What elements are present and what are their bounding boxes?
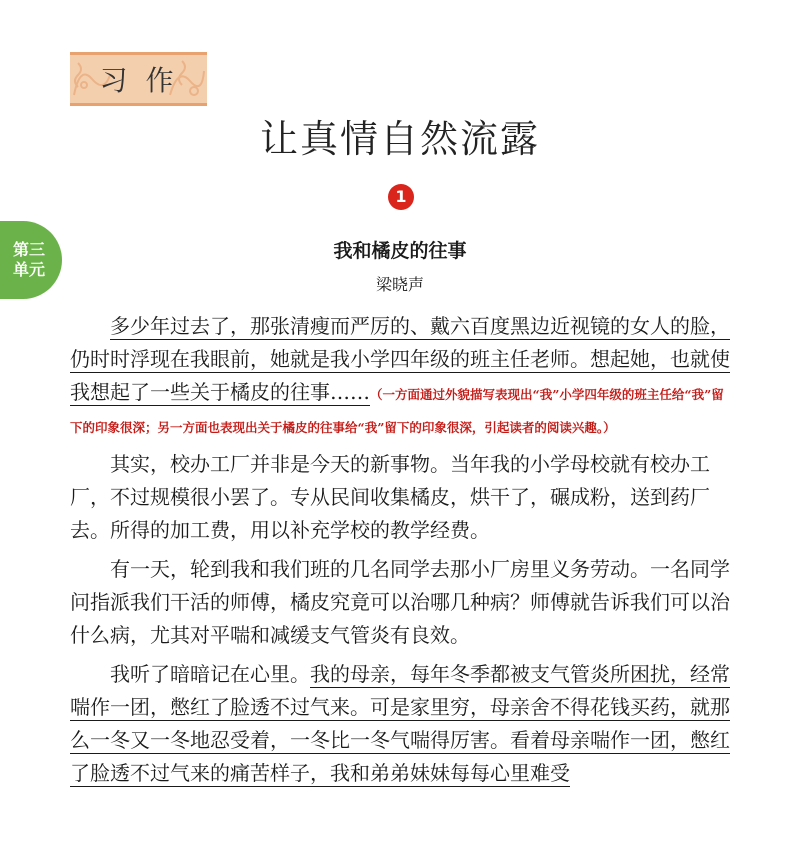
paragraph-1 [70, 310, 734, 442]
paragraph-2: 其实，校办工厂并非是今天的新事物。当年我的小学母校就有校办工厂，不过规模很小罢了。专从民间收集橘皮，烘干了，碾成粉，送到药厂去。所得的加工费，用以补充学校的教学经费。 [70, 452, 710, 542]
article-number-badge: 1 [388, 184, 414, 210]
article-body [70, 310, 734, 796]
paragraph-4 [70, 658, 734, 790]
paragraph-4-underlined: 我的母亲，每年冬季都被支气管炎所困扰，经常喘作一团，憋红了脸透不过气来。可是家里穷，母亲舍不得花钱买药，就那么一冬又一冬地忍受着，一冬比一冬气喘得厉害。看着母亲喘作一团，憋红了脸透不过气来的痛苦样子，我和弟弟妹妹每每心里难受 [70, 662, 730, 785]
article-title: 我和橘皮的往事 [333, 240, 467, 262]
paragraph-4-plain: 我听了暗暗记在心里。 [110, 662, 310, 686]
unit-tab-line2: 单元 [12, 260, 45, 279]
paragraph-3: 有一天，轮到我和我们班的几名同学去那小厂房里义务劳动。一名同学问指派我们干活的师傅，橘皮究竟可以治哪几种病？师傅就告诉我们可以治什么病，尤其对平喘和减缓支气管炎有良效。 [70, 557, 730, 647]
page-title: 让真情自然流露 [259, 117, 540, 161]
annotation-1: （一方面通过外貌描写表现出“我”小学四年级的班主任给“我”留下的印象很深；另一方面也表现出关于橘皮的往事给“我”留下的印象很深，引起读者的阅读兴趣。） [70, 387, 724, 435]
section-label: 习作 [99, 64, 192, 97]
article-author: 梁晓声 [375, 275, 424, 294]
paragraph-1-underlined: 多少年过去了，那张清瘦而严厉的、戴六百度黑边近视镜的女人的脸，仍时时浮现在我眼前，她就是我小学四年级的班主任老师。想起她，也就使我想起了一些关于橘皮的往事…… [70, 314, 730, 404]
section-banner [70, 52, 207, 106]
unit-tab-line1: 第三 [12, 240, 45, 259]
